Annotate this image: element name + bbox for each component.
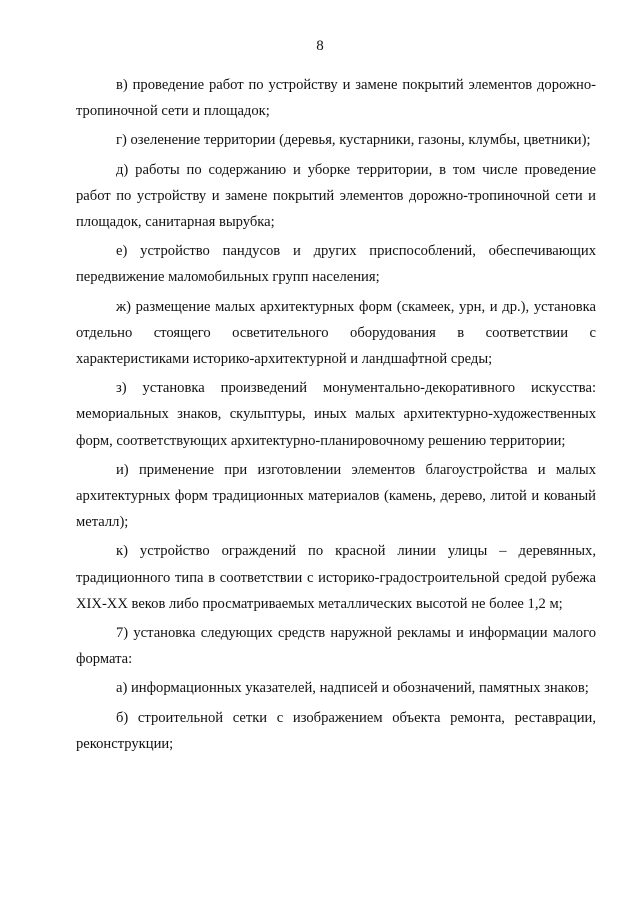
paragraph-z: з) установка произведений монументально-декоративного искусства: мемориальных знаков, скульптуры, иных малых архитектурно-художественных форм, соответствующих архитектурно-планировочному решению территории; — [76, 380, 596, 449]
paragraph-g: г) озеленение территории (деревья, кустарники, газоны, клумбы, цветники); — [116, 132, 591, 149]
page-number: 8 — [316, 38, 324, 54]
paragraph-e: е) устройство пандусов и других приспособлений, обеспечивающих передвижение маломобильных групп населения; — [76, 243, 596, 286]
paragraph-k: к) устройство ограждений по красной линии улицы – деревянных, традиционного типа в соответствии с историко-градостроительной средой рубежа XIX-XX веков либо просматриваемых металлических высотой не более 1,2 м; — [76, 543, 596, 612]
paragraph-a: а) информационных указателей, надписей и обозначений, памятных знаков; — [116, 680, 589, 697]
paragraph-v: в) проведение работ по устройству и замене покрытий элементов дорожно-тропиночной сети и площадок; — [76, 77, 596, 120]
paragraph-d: д) работы по содержанию и уборке территории, в том числе проведение работ по устройству и замене покрытий элементов дорожно-тропиночной сети и площадок, санитарная вырубка; — [76, 161, 596, 231]
paragraph-i: и) применение при изготовлении элементов благоустройства и малых архитектурных форм традиционных материалов (камень, дерево, литой и кованый металл); — [76, 461, 596, 531]
paragraph-b: б) строительной сетки с изображением объекта ремонта, реставрации, реконструкции; — [76, 709, 596, 752]
paragraph-7: 7) установка следующих средств наружной рекламы и информации малого формата: — [76, 625, 596, 668]
document-body — [76, 72, 596, 760]
paragraph-zh: ж) размещение малых архитектурных форм (скамеек, урн, и др.), установка отдельно стоящего осветительного оборудования в соответствии с характеристиками историко-архитектурной и ландшафтной среды; — [76, 298, 596, 368]
